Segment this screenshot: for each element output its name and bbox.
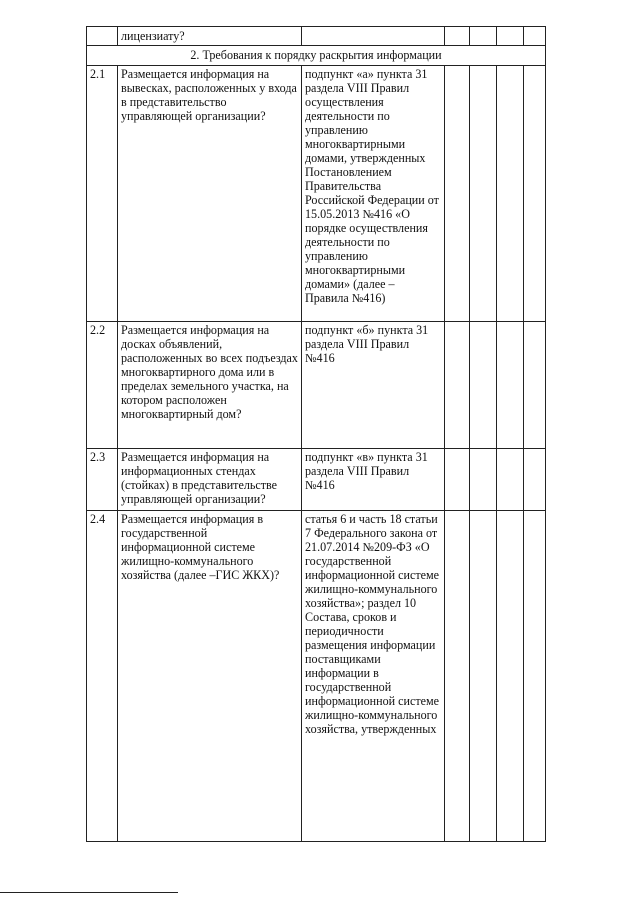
answer-yes-cell xyxy=(445,66,470,322)
note-cell xyxy=(524,27,546,46)
answer-na-cell xyxy=(497,27,524,46)
answer-no-cell xyxy=(470,322,497,449)
row-number: 2.4 xyxy=(87,511,118,842)
note-cell xyxy=(524,511,546,842)
row-reference: подпункт «в» пункта 31 раздела VIII Правил №416 xyxy=(302,449,445,511)
row-question: Размещается информация в государственной информационной системе жилищно-коммунального хозяйства (далее –ГИС ЖКХ)? xyxy=(118,511,302,842)
answer-yes-cell xyxy=(445,322,470,449)
answer-no-cell xyxy=(470,511,497,842)
row-number: 2.2 xyxy=(87,322,118,449)
table-row xyxy=(87,322,546,449)
section-title: 2. Требования к порядку раскрытия информации xyxy=(87,46,546,66)
answer-na-cell xyxy=(497,322,524,449)
table-row xyxy=(87,66,546,322)
footnote-separator xyxy=(0,892,178,893)
row-reference: статья 6 и часть 18 статьи 7 Федерального закона от 21.07.2014 №209-ФЗ «О государственной информационной системе жилищно-коммунального хозяйства»; раздел 10 Состава, сроков и периодичности размещения информации поставщиками информации в государственной информационной системе жилищно-коммунального хозяйства, утвержденных xyxy=(302,511,445,842)
row-reference: подпункт «б» пункта 31 раздела VIII Правил №416 xyxy=(302,322,445,449)
row-number: 2.1 xyxy=(87,66,118,322)
answer-no-cell xyxy=(470,66,497,322)
answer-na-cell xyxy=(497,66,524,322)
row-reference: подпункт «а» пункта 31 раздела VIII Правил осуществления деятельности по управлению многоквартирными домами, утвержденных Постановлением Правительства Российской Федерации от 15.05.2013 №416 «О порядке осуществления деятельности по управлению многоквартирными домами» (далее – Правила №416) xyxy=(302,66,445,322)
answer-no-cell xyxy=(470,27,497,46)
answer-na-cell xyxy=(497,511,524,842)
section-heading-row xyxy=(87,46,546,66)
answer-na-cell xyxy=(497,449,524,511)
row-number: 2.3 xyxy=(87,449,118,511)
note-cell xyxy=(524,322,546,449)
row-question: Размещается информация на досках объявлений, расположенных во всех подъездах многоквартирного дома или в пределах земельного участка, на котором расположен многоквартирный дом? xyxy=(118,322,302,449)
note-cell xyxy=(524,66,546,322)
answer-no-cell xyxy=(470,449,497,511)
carryover-reference-cell xyxy=(302,27,445,46)
carryover-question: лицензиату? xyxy=(118,27,302,46)
row-question: Размещается информация на вывесках, расположенных у входа в представительство управляющей организации? xyxy=(118,66,302,322)
table-row xyxy=(87,511,546,842)
answer-yes-cell xyxy=(445,449,470,511)
answer-yes-cell xyxy=(445,27,470,46)
answer-yes-cell xyxy=(445,511,470,842)
checklist-table xyxy=(86,26,546,842)
carryover-num-cell xyxy=(87,27,118,46)
carryover-row xyxy=(87,27,546,46)
note-cell xyxy=(524,449,546,511)
table-row xyxy=(87,449,546,511)
row-question: Размещается информация на информационных стендах (стойках) в представительстве управляющей организации? xyxy=(118,449,302,511)
